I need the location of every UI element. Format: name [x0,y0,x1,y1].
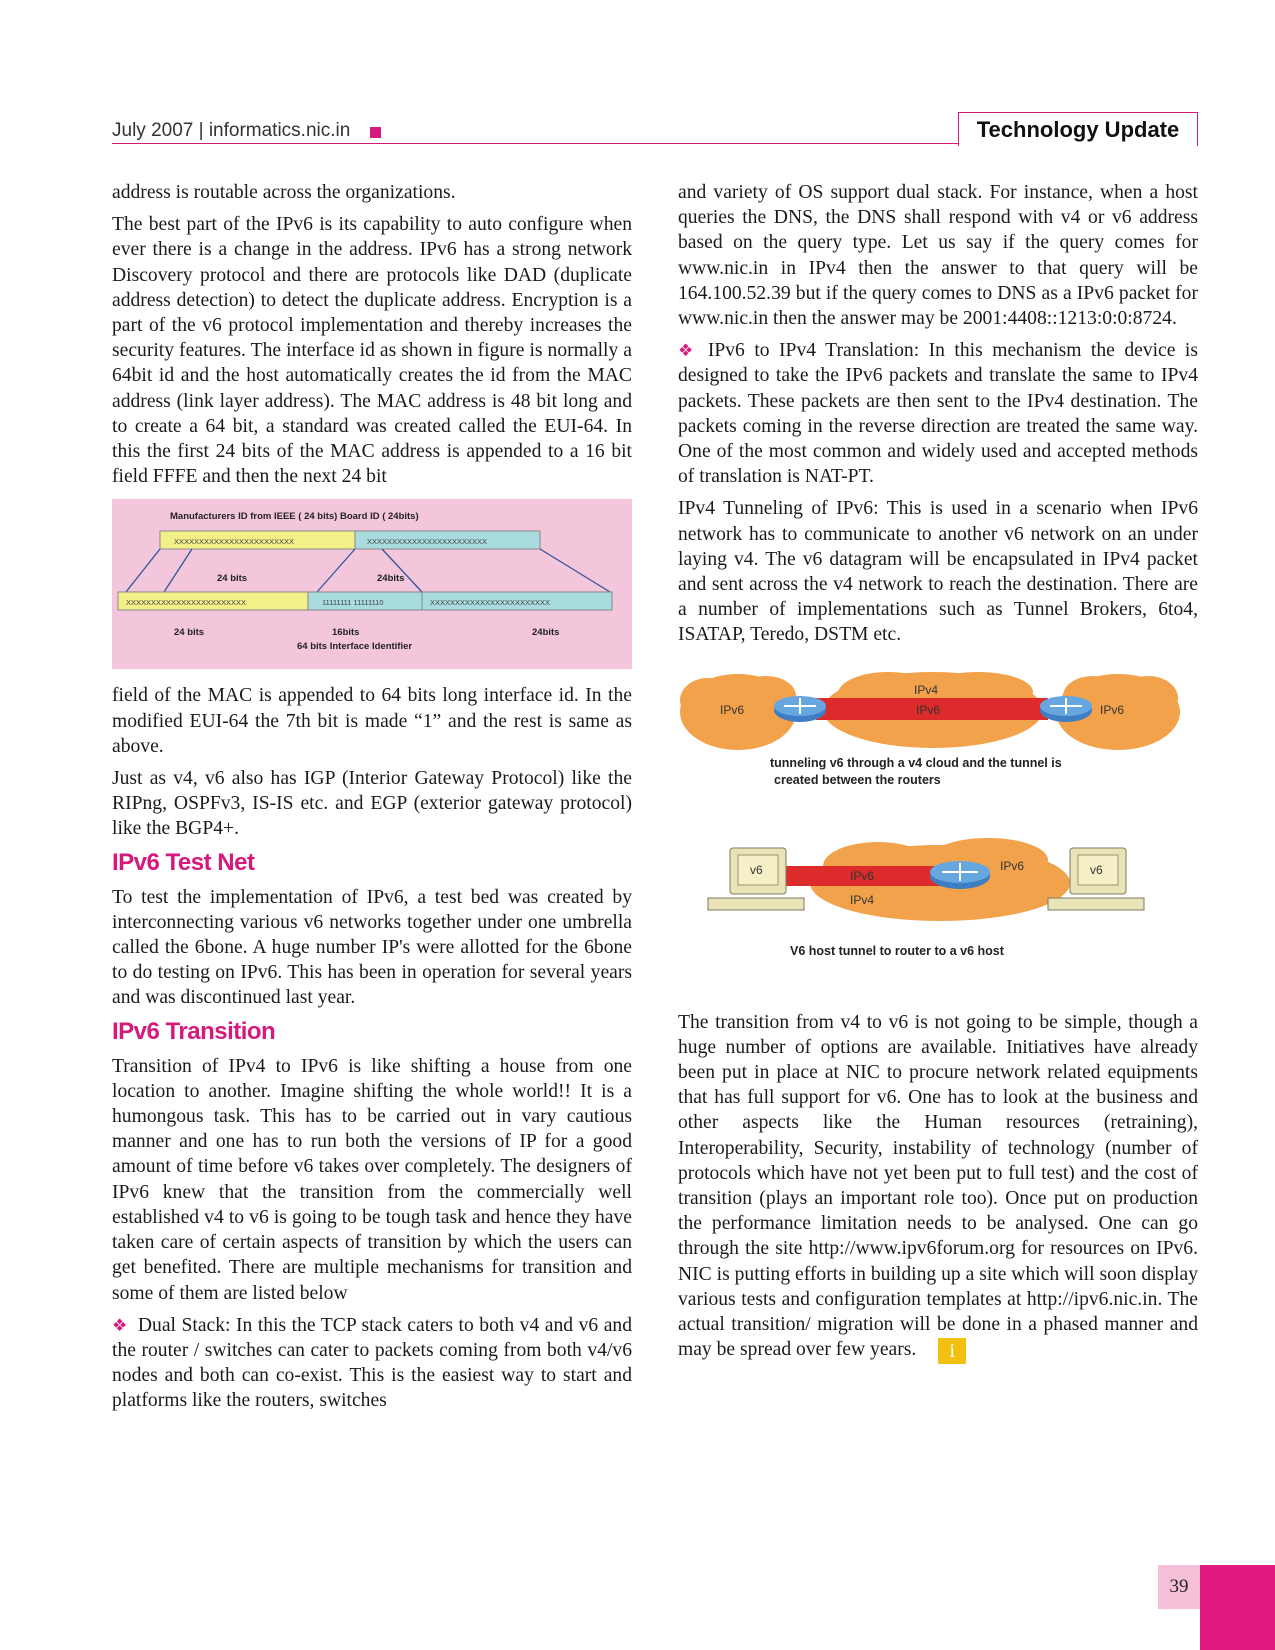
page-number: 39 [1158,1565,1200,1609]
caption-1-line-1: tunneling v6 through a v4 cloud and the tunnel is [770,755,1062,770]
arrow-line [126,549,160,592]
caption-2: V6 host tunnel to router to a v6 host [790,943,1004,958]
arrow-line [317,549,355,592]
router-icon-right [1040,696,1092,722]
page-corner-bar [1200,1565,1275,1609]
paragraph: address is routable across the organizations. [112,182,456,203]
arrow-line [164,549,192,592]
right-column [678,180,1198,1371]
cloud-right-label: IPv6 [1100,702,1125,717]
tunnel-figure [678,670,1198,1002]
bullet-text: Dual Stack: In this the TCP stack caters to both v4 and v6 and the router / switches can cater to packets coming from both v4/v6 nodes and both can co-exist. This is the easiest way to start and platforms like the routers, switches [112,1314,632,1412]
iid-board-text: XXXXXXXXXXXXXXXXXXXXXXXX [430,598,551,608]
iid-oui-text: XXXXXXXXXXXXXXXXXXXXXXXX [126,598,247,608]
host-pipe-label: IPv6 [850,868,875,883]
mac-oui-text: XXXXXXXXXXXXXXXXXXXXXXXX [174,537,295,547]
info-icon: i [938,1338,966,1364]
heading-ipv6-transition: IPv6 Transition [112,1017,276,1045]
paragraph: The best part of the IPv6 is its capability to auto configure when ever there is a change in the address. IPv6 has a strong network Discovery protocol and there are protocols like DAD (duplicate address detection) to detect the duplicate address. Encryption is a part of the v6 protocol implementation and thereby increases the security features. The interface id as shown in figure is normally a 64bit id and the host automatically creates the id from the MAC address (link layer address). The MAC address is 48 bit long and to create a 64 bit, a standard was created called the EUI-64. In this the first 24 bits of the MAC address is appended to a 16 bit field FFFE and then the next 24 bit [112,214,632,488]
tunnel-diagram [678,670,1198,1002]
arrow-line [540,549,610,592]
bits-bottom-middle: 16bits [332,627,360,639]
cloud2-ipv4-label: IPv4 [850,892,875,907]
bits-label-1: 24 bits [217,573,248,585]
eui64-figure [112,499,632,669]
bits-label-2: 24bits [377,573,405,585]
eui64-label-top: Manufacturers ID from IEEE ( 24 bits) Board ID ( 24bits) [170,511,419,523]
caption-1-line-2: created between the routers [774,772,941,787]
bullet-paragraph [112,1313,632,1414]
cloud-left-label: IPv6 [720,702,745,717]
router-icon-left [774,696,826,722]
cloud2-ipv6-label: IPv6 [1000,858,1025,873]
bits-bottom-left: 24 bits [174,627,205,639]
paragraph: To test the implementation of IPv6, a test bed was created by interconnecting various v6 networks together under one umbrella called the 6bone. A huge number IP's were allotted for the 6bone to do testing on IPv6. This has been in operation for several years and was discontinued last year. [112,886,632,1009]
bullet-text: IPv6 to IPv4 Translation: In this mechanism the device is designed to take the IPv6 packets and translate the same to IPv4 packets. These packets are then sent to the IPv4 destination. The packets coming in the reverse direction are treated the same way. One of the most common and widely used and accepted methods of translation is NAT-PT. [678,340,1198,488]
bits-bottom-right: 24bits [532,627,560,639]
closing-text: The transition from v4 to v6 is not going to be simple, though a huge number of options are available. Initiatives have already been put in place at NIC to procure network related equipments that has full support for v6. One has to look at the business and other aspects like the Human resources (retraining), Interoperability, Security, instability of technology (number of protocols which have not yet been put to full test) and the cost of transition (plays an important role too). Once put on production the performance limitation needs to be analysed. One can go through the site http://www.ipv6forum.org for resources on IPv6. NIC is putting efforts in building up a site which will soon display various tests and configuration templates at http://ipv6.nic.in. The actual transition/ migration will be done in a phased manner and may be spread over few years. [678,1011,1198,1361]
section-title: Technology Update [958,112,1198,146]
eui64-diagram [112,499,632,669]
header-square-marker [370,127,381,138]
mac-board-text: XXXXXXXXXXXXXXXXXXXXXXXX [367,537,488,547]
left-column [112,180,632,1421]
host-left-label: v6 [750,862,763,877]
header-issue: July 2007 | informatics.nic.in [112,120,351,141]
middle-ipv4-label: IPv4 [914,682,939,697]
paragraph [678,1010,1198,1364]
paragraph: and variety of OS support dual stack. For instance, when a host queries the DNS, the DNS shall respond with v4 or v6 address based on the query type. Let us say if the query comes for www.nic.in in IPv4 then the answer to that query will be 164.100.52.39 but if the query comes to DNS as a IPv6 packet for www.nic.in then the answer may be 2001:4408::1213:0:0:8724. [678,182,1198,330]
page-corner-bar [1200,1609,1275,1650]
eui64-caption: 64 bits Interface Identifier [297,641,413,653]
pipe-ipv6-label: IPv6 [916,702,941,717]
iid-fffe-text: 11111111 11111110 [322,598,384,608]
router-icon-bottom [930,861,990,889]
heading-ipv6-test-net: IPv6 Test Net [112,848,255,876]
paragraph: Just as v4, v6 also has IGP (Interior Gateway Protocol) like the RIPng, OSPFv3, IS-IS etc. and EGP (exterior gateway protocol) like the BGP4+. [112,768,632,840]
diamond-bullet-icon: ❖ [112,1315,128,1335]
paragraph: IPv4 Tunneling of IPv6: This is used in a scenario when IPv6 network has to communicate to another v6 network on an under laying v4. The v6 datagram will be encapsulated in IPv4 packet and sent across the v4 network to reach the destination. There are a number of implementations such as Tunnel Brokers, 6to4, ISATAP, Teredo, DSTM etc. [678,498,1198,646]
bullet-paragraph [678,338,1198,489]
paragraph: Transition of IPv4 to IPv6 is like shifting a house from one location to another. Imagine shifting the whole world!! It is a humongous task. This has to be carried out in vary cautious manner and one has to run both the versions of IP for a good amount of time before v6 takes over completely. The designers of IPv6 knew that the transition from the commercially well established v4 to v6 is going to be tough task and hence they have taken care of certain aspects of transition by which the users can get benefited. There are multiple mechanisms for transition and some of them are listed below [112,1055,632,1304]
diamond-bullet-icon: ❖ [678,341,698,361]
arrow-line [382,549,422,592]
paragraph: field of the MAC is appended to 64 bits long interface id. In the modified EUI-64 the 7th bit is made “1” and the rest is same as above. [112,685,632,757]
host-right-label: v6 [1090,862,1103,877]
